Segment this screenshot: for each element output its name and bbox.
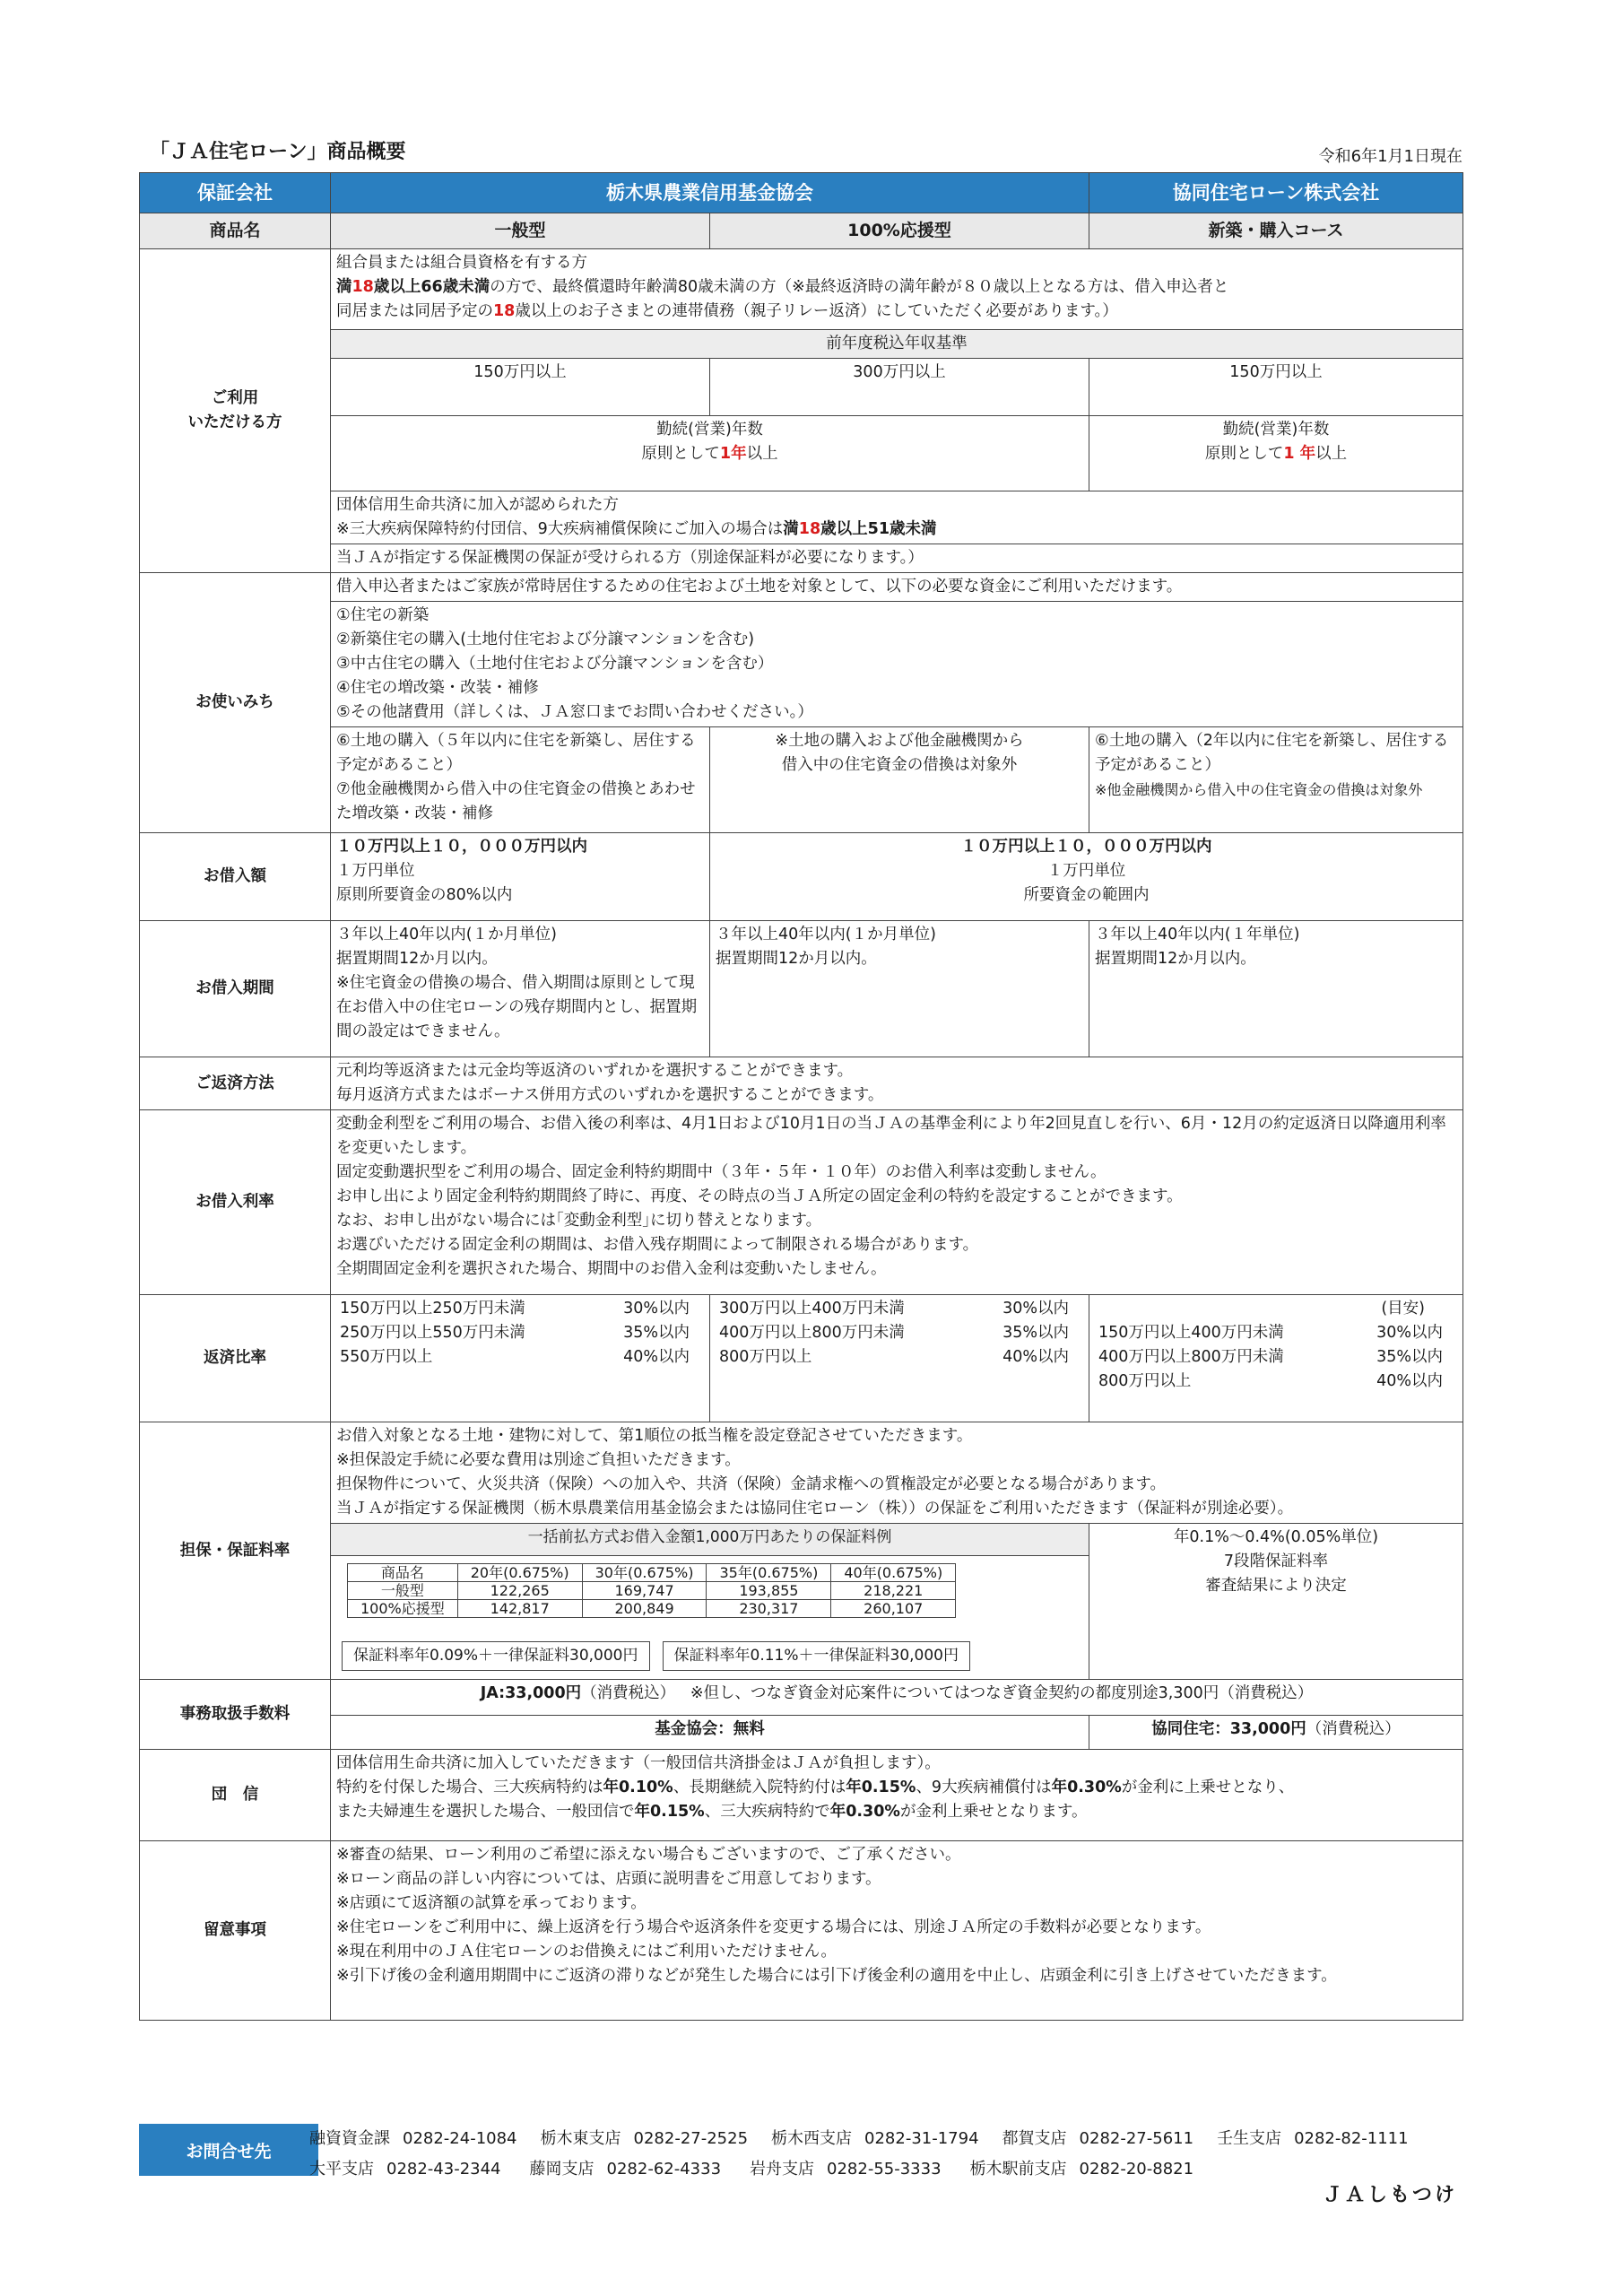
ratio-general: 150万円以上250万円未満 30%以内 250万円以上550万円未満 35%以内 550万円以上 40%以内 [331, 1295, 710, 1422]
tenure-kikin: 勤続(営業)年数 原則として1年以上 [331, 416, 1089, 491]
income-general: 150万円以上 [331, 359, 710, 416]
collateral-fee-heading-row [140, 1524, 1463, 1556]
handling-fee-ja: JA:33,000円（消費税込） ※但し、つなぎ資金対応案件についてはつなぎ資金契約の都度別途3,300円（消費税込） [331, 1680, 1463, 1716]
ratio-kyodo: (目安) 150万円以上400万円未満 30%以内 400万円以上800万円未満 35%以内 800万円以上 40%以内 [1089, 1295, 1463, 1422]
contact-item: 栃木東支店 0282-27-2525 [540, 2129, 749, 2148]
eligibility-tenure-row [140, 416, 1463, 491]
period-kyodo: ３年以上40年以内(１年単位) 据置期間12か月以内。 [1089, 921, 1463, 1057]
ratio-full-support: 300万円以上400万円未満 30%以内 400万円以上800万円未満 35%以内 800万円以上 40%以内 [710, 1295, 1089, 1422]
purpose-row-2 [140, 602, 1463, 727]
income-full-support: 300万円以上 [710, 359, 1089, 416]
fee-heading: 一括前払方式お借入金額1,000万円あたりの保証料例 [331, 1524, 1089, 1556]
contact-label: お問合せ先 [139, 2124, 318, 2176]
tenure-kyodo: 勤続(営業)年数 原則として1 年以上 [1089, 416, 1463, 491]
contact-item: 岩舟支店 0282-55-3333 [750, 2160, 942, 2179]
amount-label: お借入額 [140, 833, 331, 921]
contact-item: 大平支店 0282-43-2344 [309, 2160, 501, 2179]
guarantor-row [140, 173, 1463, 213]
eligibility-guarantee-row [140, 544, 1463, 573]
handling-fee-label: 事務取扱手数料 [140, 1680, 331, 1750]
product-full-support: 100%応援型 [710, 213, 1089, 249]
amount-general: １０万円以上１０，０００万円以内 １万円単位 原則所要資金の80%以内 [331, 833, 710, 921]
contact-item: 栃木駅前支店 0282-20-8821 [969, 2160, 1194, 2179]
repayment-methods: 元利均等返済または元金均等返済のいずれかを選択することができます。 毎月返済方式またはボーナス併用方式のいずれかを選択することができます。 [331, 1057, 1463, 1110]
danshin-label: 団 信 [140, 1750, 331, 1841]
danshin-details: 団体信用生命共済に加入していただきます（一般団信共済掛金はＪＡが負担します）。 特約を付保した場合、三大疾病特約は年0.10%、長期継続入院特約付は年0.15%、9大疾病補償付は年0.30%が金利に上乗せとなり、 また夫婦連生を選択した場合、一般団信で年0.15%、三大疾病特約で年0.30%が金利上乗せとなります。 [331, 1750, 1463, 1841]
handling-fee-row-2 [140, 1716, 1463, 1750]
guarantor-label: 保証会社 [140, 173, 331, 213]
ratio-label: 返済比率 [140, 1295, 331, 1422]
document-date: 令和6年1月1日現在 [1318, 147, 1462, 166]
notes-details: ※審査の結果、ローン利用のご希望に添えない場合もございますので、ご了承ください。 ※ローン商品の詳しい内容については、店頭に説明書をご用意しております。 ※店頭にて返済額の試算を承っております。 ※住宅ローンをご利用中に、繰上返済を行う場合や返済条件を変更する場合には、別途ＪＡ所定の手数料が必要となります。 ※現在利用中のＪＡ住宅ローンのお借換えにはご利用いただけません。 ※引下げ後の金利適用期間中にご返済の滞りなどが発生した場合には引下げ後金利の適用を中止し、店頭金利に引き上げさせていただきます。 [331, 1841, 1463, 2021]
fee-rate-general: 保証料率年0.09%＋一律保証料30,000円 [342, 1641, 650, 1671]
eligibility-label: ご利用 いただける方 [140, 249, 331, 573]
handling-fee-kikin: 基金協会：無料 [331, 1716, 1089, 1750]
amount-row [140, 833, 1463, 921]
product-label: 商品名 [140, 213, 331, 249]
fee-table-row: 100%応援型 142,817 200,849 230,317 260,107 [348, 1600, 956, 1618]
period-row [140, 921, 1463, 1057]
eligibility-income-row [140, 359, 1463, 416]
guarantor-kyodo: 協同住宅ローン株式会社 [1089, 173, 1463, 213]
brand-name: ＪＡしもつけ [1322, 2184, 1457, 2206]
repayment-label: ご返済方法 [140, 1057, 331, 1110]
contact-list [309, 2124, 1462, 2185]
product-general: 一般型 [331, 213, 710, 249]
product-summary-table [139, 172, 1463, 2021]
purpose-row-3 [140, 727, 1463, 833]
repayment-row [140, 1057, 1463, 1110]
contact-item: 都賀支店 0282-27-5611 [1002, 2129, 1194, 2148]
amount-other: １０万円以上１０，０００万円以内 １万円単位 所要資金の範囲内 [710, 833, 1463, 921]
danshin-row [140, 1750, 1463, 1841]
document-title: 「ＪＡ住宅ローン」商品概要 [150, 141, 406, 163]
purpose-kyodo: ⑥土地の購入（2年以内に住宅を新築し、居住する予定があること） ※他金融機関から借入中の住宅資金の借換は対象外 [1089, 727, 1463, 833]
purpose-row-1 [140, 573, 1463, 602]
fee-rate-full-support: 保証料率年0.11%＋一律保証料30,000円 [663, 1641, 971, 1671]
notes-label: 留意事項 [140, 1841, 331, 2021]
guarantor-kikin: 栃木県農業信用基金協会 [331, 173, 1089, 213]
contact-item: 藤岡支店 0282-62-4333 [529, 2160, 722, 2179]
ratio-row [140, 1295, 1463, 1422]
contact-item: 栃木西支店 0282-31-1794 [771, 2129, 979, 2148]
purpose-general: ⑥土地の購入（５年以内に住宅を新築し、居住する予定があること） ⑦他金融機関から借入中の住宅資金の借換とあわせた増改築・改装・補修 [331, 727, 710, 833]
purpose-full-support: ※土地の購入および他金融機関から 借入中の住宅資金の借換は対象外 [710, 727, 1089, 833]
period-general: ３年以上40年以内(１か月単位) 据置期間12か月以内。 ※住宅資金の借換の場合、借入期間は原則として現在お借入中の住宅ローンの残存期間内とし、据置期間の設定はできません。 [331, 921, 710, 1057]
notes-row [140, 1841, 1463, 2021]
rate-label: お借入利率 [140, 1110, 331, 1295]
fee-table-header: 商品名 20年(0.675%) 30年(0.675%) 35年(0.675%) 40年(0.675%) [348, 1564, 956, 1582]
purpose-items: ①住宅の新築 ②新築住宅の購入(土地付住宅および分譲マンションを含む) ③中古住宅の購入（土地付住宅および分譲マンションを含む） ④住宅の増改築・改装・補修 ⑤その他諸費用（詳しくは、ＪＡ窓口までお問い合わせください。） [331, 602, 1463, 727]
collateral-label: 担保・保証料率 [140, 1422, 331, 1680]
eligibility-insurance-row [140, 491, 1463, 544]
contact-item: 壬生支店 0282-82-1111 [1217, 2129, 1409, 2148]
handling-fee-kyodo: 協同住宅：33,000円（消費税込） [1089, 1716, 1463, 1750]
fee-table-row: 一般型 122,265 169,747 193,855 218,221 [348, 1582, 956, 1600]
eligibility-row-1 [140, 249, 1463, 330]
product-new-purchase: 新築・購入コース [1089, 213, 1463, 249]
contact-item: 融資資金課 0282-24-1084 [309, 2129, 517, 2148]
rate-row [140, 1110, 1463, 1295]
fee-table [347, 1563, 956, 1618]
product-row [140, 213, 1463, 249]
handling-fee-row-1 [140, 1680, 1463, 1716]
rate-details: 変動金利型をご利用の場合、お借入後の利率は、4月1日および10月1日の当ＪＡの基準金利により年2回見直しを行い、6月・12月の約定返済日以降適用利率を変更いたします。 固定変動選択型をご利用の場合、固定金利特約期間中（３年・５年・１０年）のお借入利率は変動しません。 お申し出により固定金利特約期間終了時に、再度、その時点の当ＪＡ所定の固定金利の特約を設定することができます。 なお、お申し出がない場合には｢変動金利型｣に切り替えとなります。 お選びいただける固定金利の期間は、お借入残存期間によって制限される場合があります。 全期間固定金利を選択された場合、期間中のお借入金利は変動いたしません。 [331, 1110, 1463, 1295]
income-heading: 前年度税込年収基準 [331, 330, 1463, 359]
income-kyodo: 150万円以上 [1089, 359, 1463, 416]
eligibility-requirements: 組合員または組合員資格を有する方 満18歳以上66歳未満の方で、最終償還時年齢満80歳未満の方（※最終返済時の満年齢が８０歳以上となる方は、借入申込者と 同居または同居予定の18歳以上のお子さまとの連帯債務（親子リレー返済）にしていただく必要があります。） [331, 249, 1463, 330]
period-label: お借入期間 [140, 921, 331, 1057]
eligibility-income-heading-row [140, 330, 1463, 359]
purpose-intro: 借入申込者またはご家族が常時居住するための住宅および土地を対象として、以下の必要な資金にご利用いただけます。 [331, 573, 1463, 602]
collateral-row-1 [140, 1422, 1463, 1524]
guarantee-requirement: 当ＪＡが指定する保証機関の保証が受けられる方（別途保証料が必要になります。） [331, 544, 1463, 573]
document-sheet [139, 0, 1462, 2296]
period-full-support: ３年以上40年以内(１か月単位) 据置期間12か月以内。 [710, 921, 1089, 1057]
collateral-details: お借入対象となる土地・建物に対して、第1順位の抵当権を設定登記させていただきます。 ※担保設定手続に必要な費用は別途ご負担いただきます。 担保物件について、火災共済（保険）への加入や、共済（保険）金請求権への質権設定が必要となる場合があります。 当ＪＡが指定する保証機関（栃木県農業信用基金協会または協同住宅ローン（株））の保証をご利用いただきます（保証料が別途必要）。 [331, 1422, 1463, 1524]
collateral-kyodo: 年0.1%～0.4%(0.05%単位) 7段階保証料率 審査結果により決定 [1089, 1524, 1463, 1680]
purpose-label: お使いみち [140, 573, 331, 833]
contacts-footer [139, 2124, 1462, 2213]
fee-example [331, 1556, 1089, 1680]
insurance-requirement: 団体信用生命共済に加入が認められた方 ※三大疾病保障特約付団信、9大疾病補償保険にご加入の場合は満18歳以上51歳未満 [331, 491, 1463, 544]
